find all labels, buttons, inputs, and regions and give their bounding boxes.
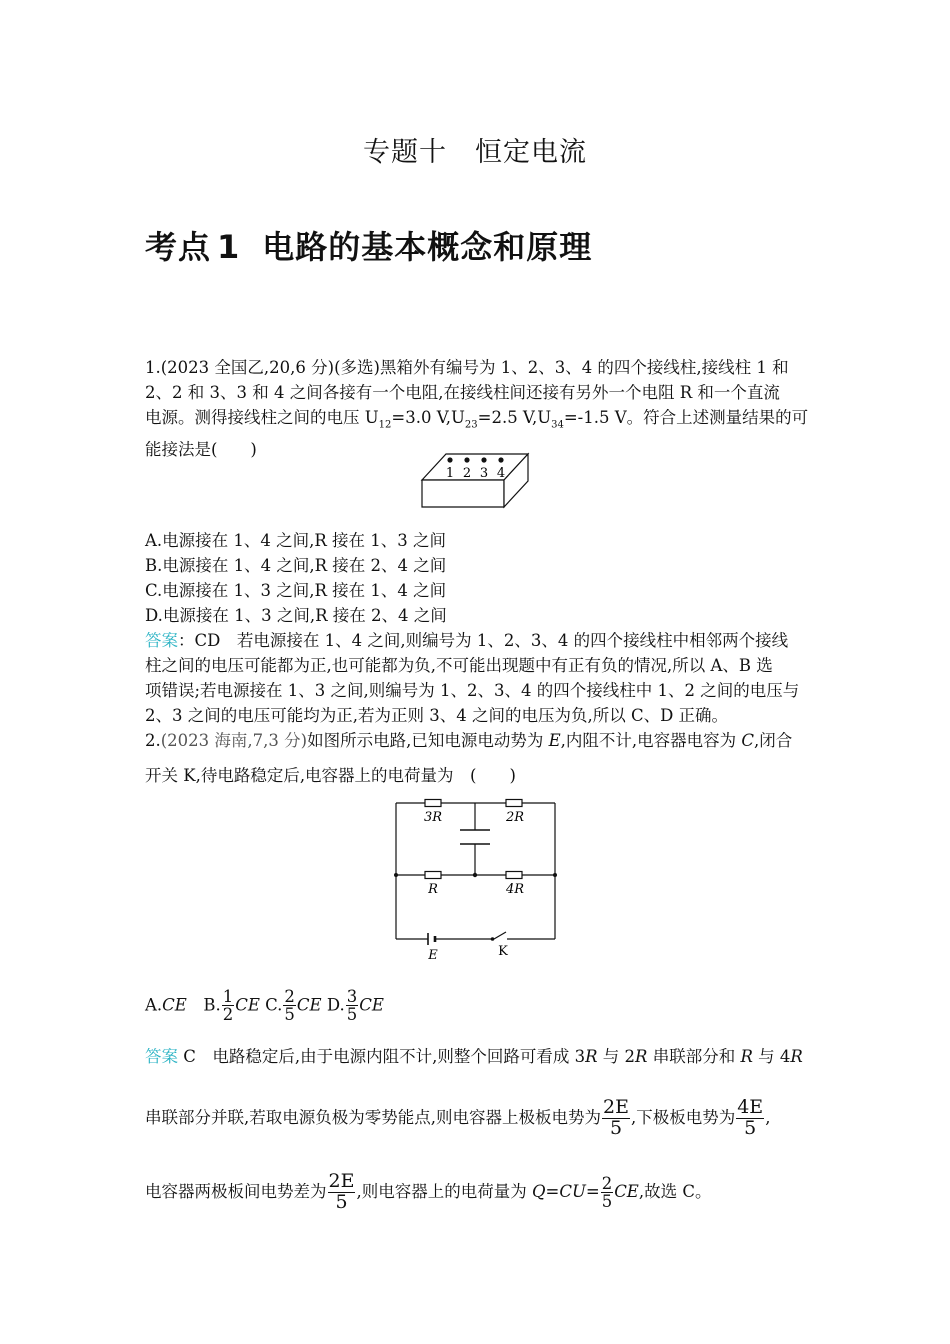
junction-node-right	[553, 873, 557, 877]
q1-answer-line-4: 2、3 之间的电压可能均为正,若为正则 3、4 之间的电压为负,所以 C、D 正确。	[145, 706, 729, 725]
q1-option-a: A.电源接在 1、4 之间,R 接在 1、3 之间	[145, 531, 447, 550]
q2-answer-text-c: 串联部分和	[647, 1047, 741, 1066]
terminal-2	[464, 457, 469, 462]
fraction-2e-5-b	[328, 1172, 356, 1213]
numerator: 2E	[603, 1096, 629, 1118]
section-heading	[145, 222, 592, 268]
fraction-2e-5	[602, 1098, 630, 1139]
var-E: E	[548, 731, 561, 750]
var-R: R	[635, 1047, 648, 1066]
section-label: 考点	[145, 228, 212, 266]
q2-answer-line-2	[145, 1098, 825, 1139]
q2-answer-text-2b: ,下极板电势为	[630, 1107, 736, 1127]
resistor-r	[425, 872, 441, 879]
resistor-4r	[506, 872, 522, 879]
q2-option-c-value: CE	[296, 995, 322, 1015]
q1-option-b: B.电源接在 1、4 之间,R 接在 2、4 之间	[145, 556, 447, 575]
section-title-text: 电路的基本概念和原理	[262, 228, 593, 266]
q2-answer-text-2a: 串联部分并联,若取电源负极为零势能点,则电容器上极板电势为	[145, 1107, 601, 1127]
question-1-options	[145, 528, 810, 628]
q2-answer-text-2c: ,	[765, 1107, 771, 1127]
fraction-4e-5	[736, 1098, 764, 1139]
answer-label: 答案	[145, 1047, 178, 1066]
q2-option-a-label: A.	[145, 995, 163, 1015]
q1-answer-line-3: 项错误;若电源接在 1、3 之间,则编号为 1、2、3、4 的四个接线柱中 1、2 之间的电压与	[145, 681, 800, 700]
q2-answer-text-d: 与 4	[752, 1047, 791, 1066]
fraction-2-5-b	[601, 1175, 614, 1211]
denominator: 5	[284, 1005, 295, 1025]
var-R: R	[740, 1047, 753, 1066]
q2-answer-text-3c: ,故选 C。	[638, 1181, 712, 1201]
subscript-23: 23	[464, 419, 478, 431]
q1-text-d: =-1.5 V。符合上述测量结果的可	[563, 408, 809, 427]
charge-expression: Q=CU=	[531, 1181, 600, 1201]
answer-label: 答案	[145, 631, 178, 650]
q1-option-d: D.电源接在 1、3 之间,R 接在 2、4 之间	[145, 606, 447, 625]
q2-answer-line-1	[145, 1044, 810, 1069]
q2-answer-text-b: 与 2	[597, 1047, 636, 1066]
q1-answer-line-1	[145, 628, 810, 653]
denominator: 5	[335, 1190, 348, 1213]
q1-line-1: 1.(2023 全国乙,20,6 分)(多选)黑箱外有编号为 1、2、3、4 的四个接线柱,接线柱 1 和	[145, 358, 789, 377]
q2-answer-text-3b: ,则电容器上的电荷量为	[356, 1181, 532, 1201]
denominator: 5	[609, 1116, 623, 1139]
q2-option-d-value: CE	[359, 995, 384, 1015]
numerator: 3	[346, 987, 358, 1006]
subscript-34: 34	[551, 419, 564, 431]
terminal-4	[498, 457, 503, 462]
resistor-3r	[425, 800, 441, 807]
terminal-label-3: 3	[479, 466, 489, 481]
section-number: 1	[217, 228, 241, 266]
terminal-label-4: 4	[496, 466, 506, 481]
numerator: 2	[284, 987, 295, 1006]
switch-contact	[491, 937, 495, 941]
q1-answer-text-1: ：CD 若电源接在 1、4 之间,则编号为 1、2、3、4 的四个接线柱中相邻两个接线	[178, 631, 789, 650]
question-1-stem	[145, 355, 810, 462]
q2-number: 2.	[145, 731, 161, 750]
q1-answer-line-2: 柱之间的电压可能都为正,也可能都为负,不可能出现题中有正有负的情况,所以 A、B 选	[145, 656, 773, 675]
terminal-label-2: 2	[462, 466, 472, 481]
label-r: R	[428, 882, 438, 897]
q1-text-c: =2.5 V,U	[477, 408, 552, 427]
question-1-answer	[145, 628, 810, 728]
q2-text-a: 如图所示电路,已知电源电动势为	[307, 731, 549, 750]
label-e: E	[428, 948, 438, 963]
terminal-3	[481, 457, 486, 462]
q1-text-a: 电源。测得接线柱之间的电压 U	[145, 408, 379, 427]
q1-text-b: =3.0 V,U	[391, 408, 465, 427]
q2-option-c-label: C.	[259, 995, 283, 1015]
q2-option-b-label: B.	[186, 995, 221, 1015]
q1-line-4: 能接法是( )	[145, 440, 257, 460]
denominator: 2	[222, 1005, 234, 1025]
label-4r: 4R	[505, 882, 525, 897]
numerator: 4E	[737, 1096, 764, 1118]
q2-source: (2023 海南,7,3 分)	[160, 731, 308, 750]
resistor-2r	[506, 800, 522, 807]
label-2r: 2R	[505, 810, 525, 825]
q2-option-a-value: CE	[162, 995, 187, 1015]
numerator: 1	[222, 987, 234, 1006]
question-2-options	[145, 988, 810, 1024]
q2-line-1	[145, 728, 810, 753]
fraction-3-5	[346, 988, 359, 1024]
junction-node	[473, 873, 477, 877]
numerator: 2	[601, 1173, 613, 1193]
label-3r: 3R	[423, 810, 443, 825]
q2-option-b-value: CE	[235, 995, 260, 1015]
q2-text-b: ,内阻不计,电容器电容为	[560, 731, 742, 750]
question-2-stem	[145, 728, 810, 788]
q2-answer-line-3	[145, 1172, 810, 1213]
fraction-1-2	[222, 988, 235, 1024]
terminal-label-1: 1	[445, 466, 455, 481]
junction-node-left	[394, 873, 398, 877]
denominator: 5	[346, 1005, 358, 1025]
document-title: 专题十 恒定电流	[363, 137, 587, 168]
label-k: K	[498, 944, 508, 959]
q2-answer-text-3a: 电容器两极板间电势差为	[145, 1181, 327, 1201]
q2-answer-text-a: C 电路稳定后,由于电源内阻不计,则整个回路可看成 3	[178, 1047, 586, 1066]
var-R: R	[585, 1047, 598, 1066]
denominator: 5	[601, 1191, 613, 1211]
var-R: R	[790, 1047, 803, 1066]
var-CE: CE	[614, 1181, 639, 1201]
switch-blade	[494, 932, 506, 939]
q1-option-c: C.电源接在 1、3 之间,R 接在 1、4 之间	[145, 581, 447, 600]
q1-line-3	[145, 405, 810, 437]
q2-option-d-label: D.	[321, 995, 345, 1015]
denominator: 5	[744, 1116, 757, 1139]
q1-line-2: 2、2 和 3、3 和 4 之间各接有一个电阻,在接线柱间还接有另外一个电阻 R 和一个直流	[145, 383, 780, 402]
black-box-figure	[418, 450, 532, 510]
var-C: C	[741, 731, 755, 750]
q2-line-2: 开关 K,待电路稳定后,电容器上的电荷量为 ( )	[145, 766, 516, 785]
numerator: 2E	[328, 1170, 355, 1192]
terminal-1	[447, 457, 452, 462]
q2-text-c: ,闭合	[754, 731, 793, 750]
fraction-2-5	[283, 988, 296, 1024]
subscript-12: 12	[378, 419, 392, 431]
circuit-diagram	[388, 793, 563, 965]
